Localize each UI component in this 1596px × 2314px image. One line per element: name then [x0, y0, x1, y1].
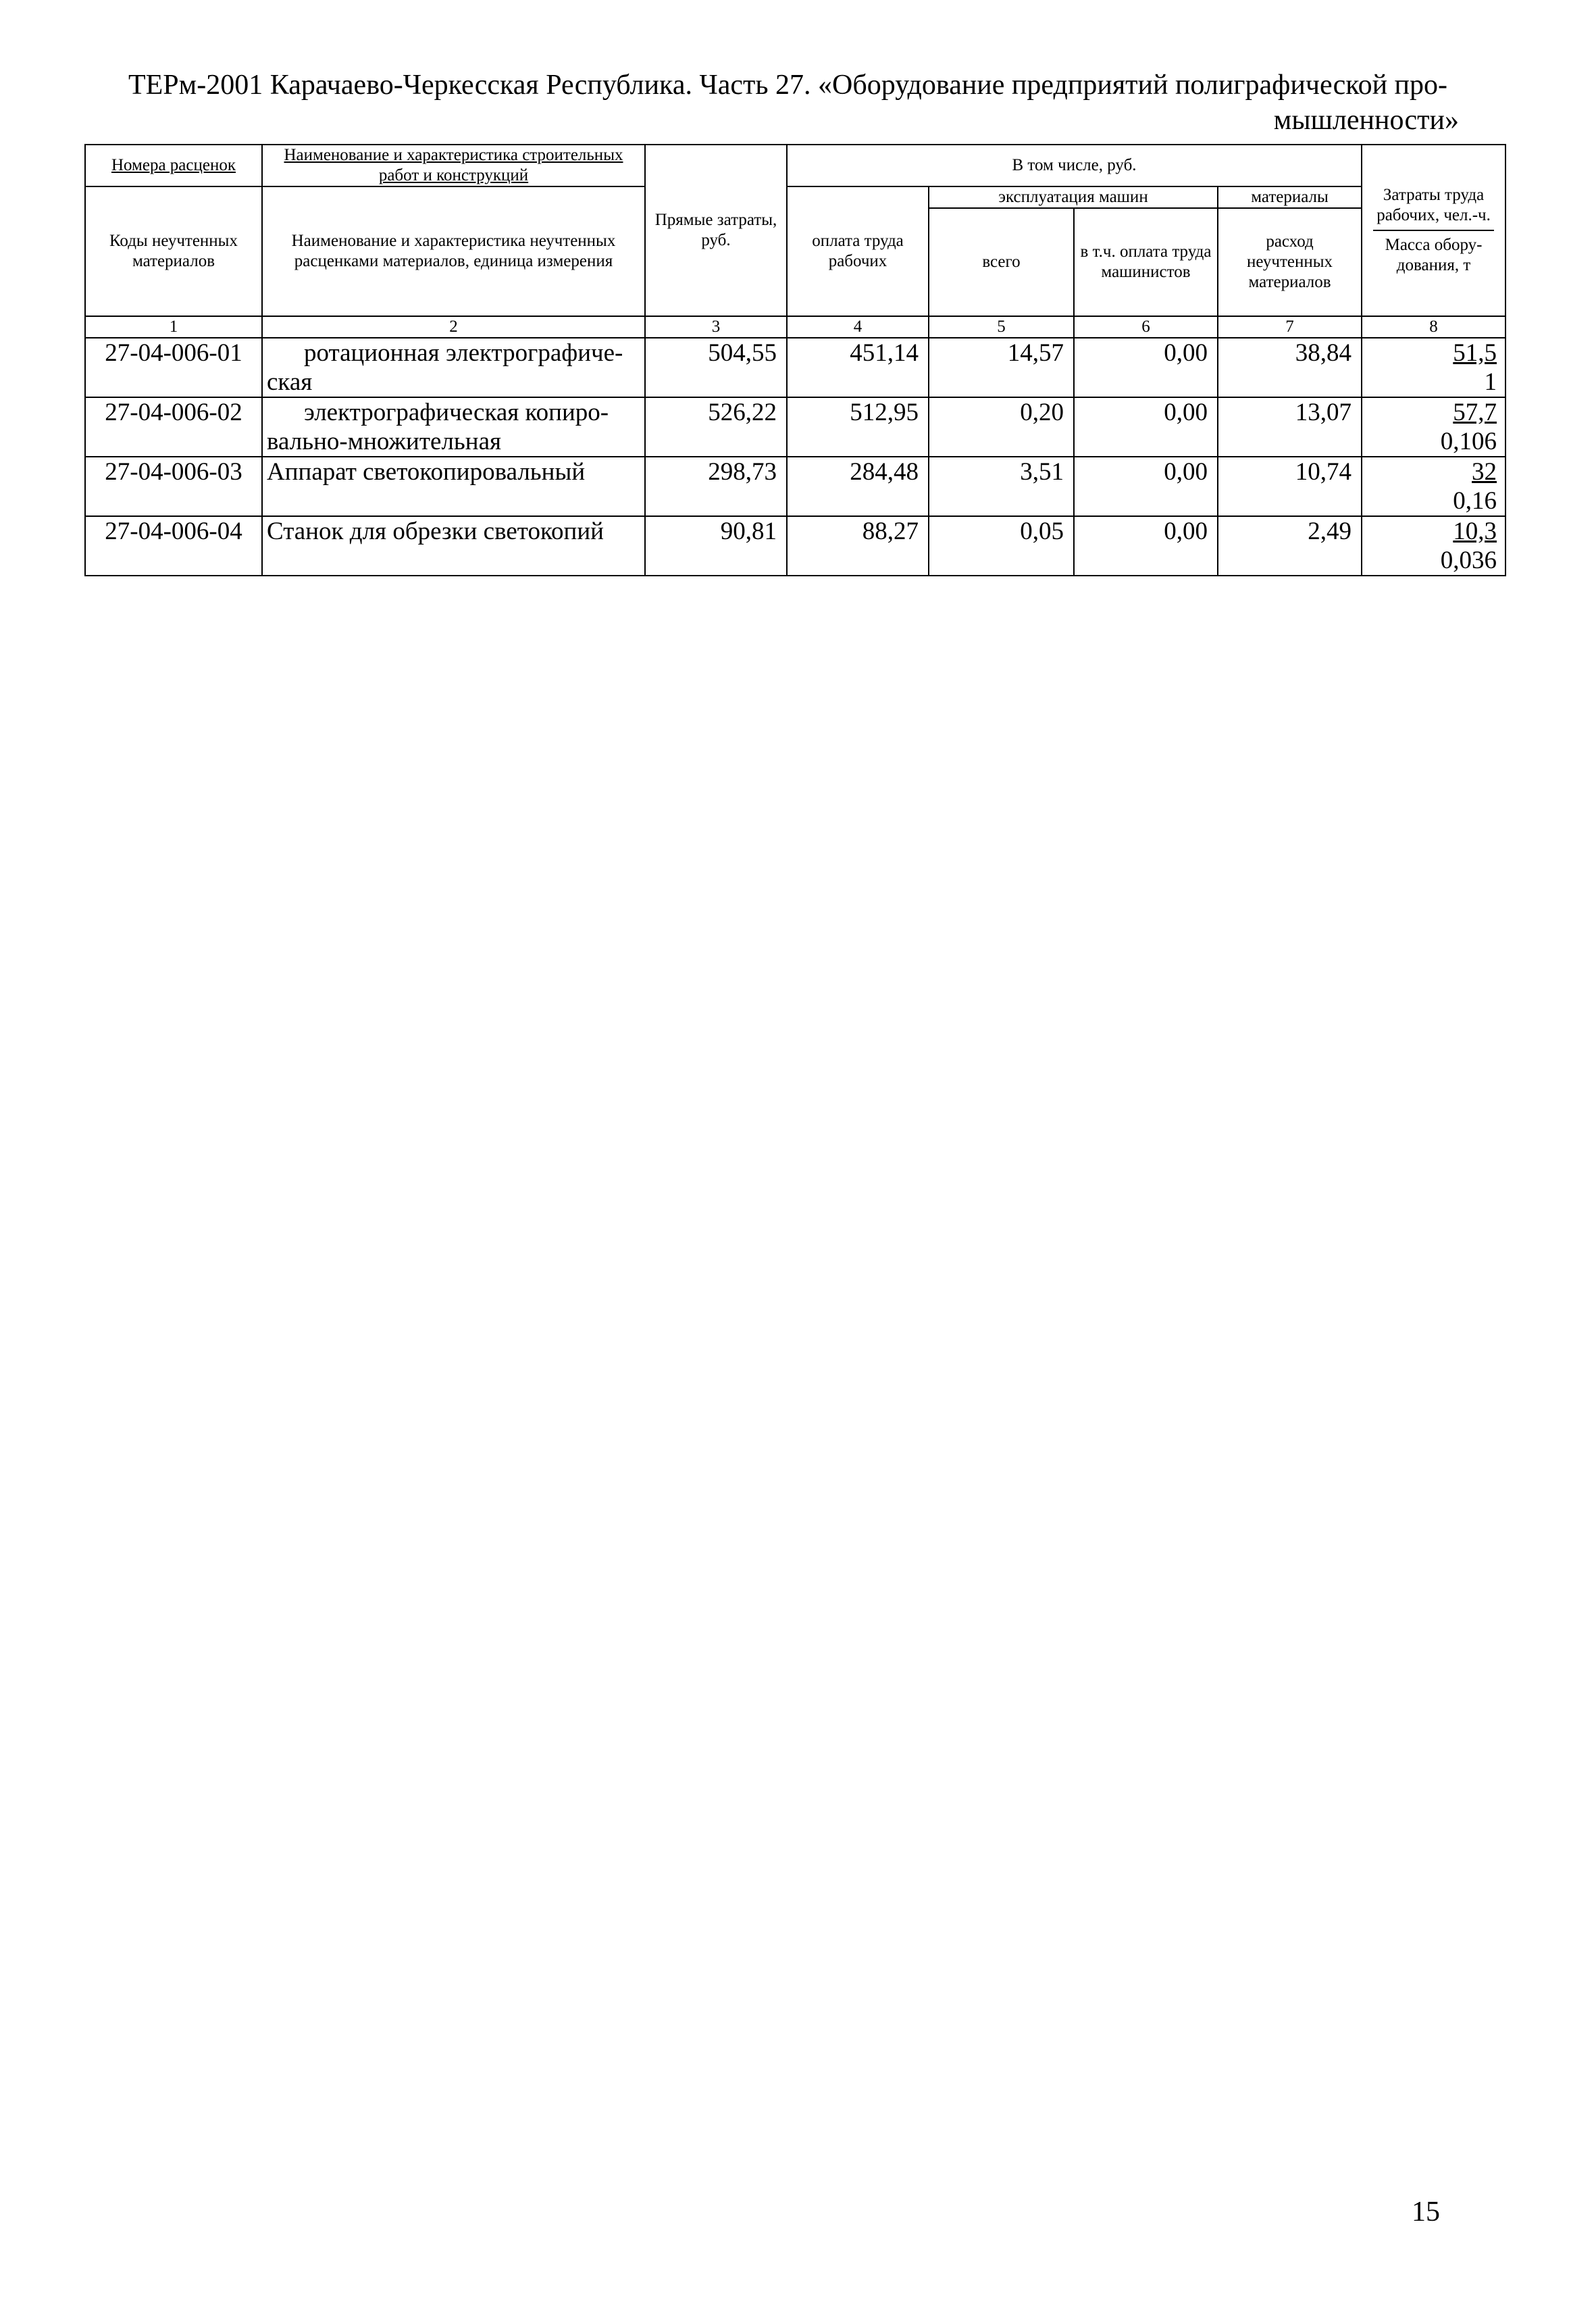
table-row [85, 338, 1505, 397]
machine-total: 0,20 [929, 397, 1074, 457]
header-materials: материалы [1218, 186, 1362, 208]
header-machine-operation: эксплуатация машин [929, 186, 1218, 208]
operator-pay: 0,00 [1074, 457, 1218, 516]
rate-code: 27-04-006-02 [85, 397, 262, 457]
header-work-name: Наименование и характеристика строительных работ и конструкций [262, 145, 645, 186]
labor-mass: 10,3 0,036 [1362, 516, 1505, 576]
table-row [85, 397, 1505, 457]
header-labor-mass: Затраты труда рабочих, чел.-ч. Масса обору-дования, т [1362, 145, 1505, 316]
header-machine-total: всего [929, 208, 1074, 316]
table-row [85, 516, 1505, 576]
header-material-consumption: расход неучтенных материалов [1218, 208, 1362, 316]
col-number: 3 [645, 316, 787, 338]
header-rate-numbers: Номера расценок [85, 145, 262, 186]
header-direct-costs: Прямые затраты, руб. [645, 145, 787, 316]
rates-table [84, 144, 1506, 576]
header-material-codes: Коды неучтенных материалов [85, 186, 262, 316]
operator-pay: 0,00 [1074, 338, 1218, 397]
rate-code: 27-04-006-03 [85, 457, 262, 516]
header-operator-pay: в т.ч. оплата труда машинистов [1074, 208, 1218, 316]
header-material-name: Наименование и характеристика неучтенных расценками материалов, единица измерения [262, 186, 645, 316]
rate-name: ротационная электрографиче- ская [262, 338, 645, 397]
materials-cost: 2,49 [1218, 516, 1362, 576]
labor-mass: 51,5 1 [1362, 338, 1505, 397]
header-including: В том числе, руб. [787, 145, 1362, 186]
labor-mass: 57,7 0,106 [1362, 397, 1505, 457]
table-row [85, 457, 1505, 516]
col-number: 5 [929, 316, 1074, 338]
worker-pay: 512,95 [787, 397, 929, 457]
direct-cost: 90,81 [645, 516, 787, 576]
direct-cost: 526,22 [645, 397, 787, 457]
col-number: 4 [787, 316, 929, 338]
title-line-1: ТЕРм-2001 Карачаево-Черкесская Республика. Часть 27. «Оборудование предприятий полиграфической про- [128, 70, 1448, 101]
rate-name: Аппарат светокопировальный [262, 457, 645, 516]
labor-mass: 32 0,16 [1362, 457, 1505, 516]
col-number: 7 [1218, 316, 1362, 338]
operator-pay: 0,00 [1074, 397, 1218, 457]
materials-cost: 10,74 [1218, 457, 1362, 516]
worker-pay: 88,27 [787, 516, 929, 576]
title-line-2: мышленности» [1273, 105, 1459, 136]
header-worker-pay: оплата труда рабочих [787, 186, 929, 316]
page-title [128, 68, 1459, 138]
direct-cost: 298,73 [645, 457, 787, 516]
machine-total: 0,05 [929, 516, 1074, 576]
page-number: 15 [1412, 2196, 1440, 2228]
rate-name: Станок для обрезки светокопий [262, 516, 645, 576]
rate-code: 27-04-006-01 [85, 338, 262, 397]
direct-cost: 504,55 [645, 338, 787, 397]
worker-pay: 284,48 [787, 457, 929, 516]
materials-cost: 13,07 [1218, 397, 1362, 457]
col-number: 8 [1362, 316, 1505, 338]
col-number: 6 [1074, 316, 1218, 338]
col-number: 1 [85, 316, 262, 338]
machine-total: 14,57 [929, 338, 1074, 397]
operator-pay: 0,00 [1074, 516, 1218, 576]
machine-total: 3,51 [929, 457, 1074, 516]
rate-name: электрографическая копиро- вально-множительная [262, 397, 645, 457]
rate-code: 27-04-006-04 [85, 516, 262, 576]
materials-cost: 38,84 [1218, 338, 1362, 397]
col-number: 2 [262, 316, 645, 338]
worker-pay: 451,14 [787, 338, 929, 397]
